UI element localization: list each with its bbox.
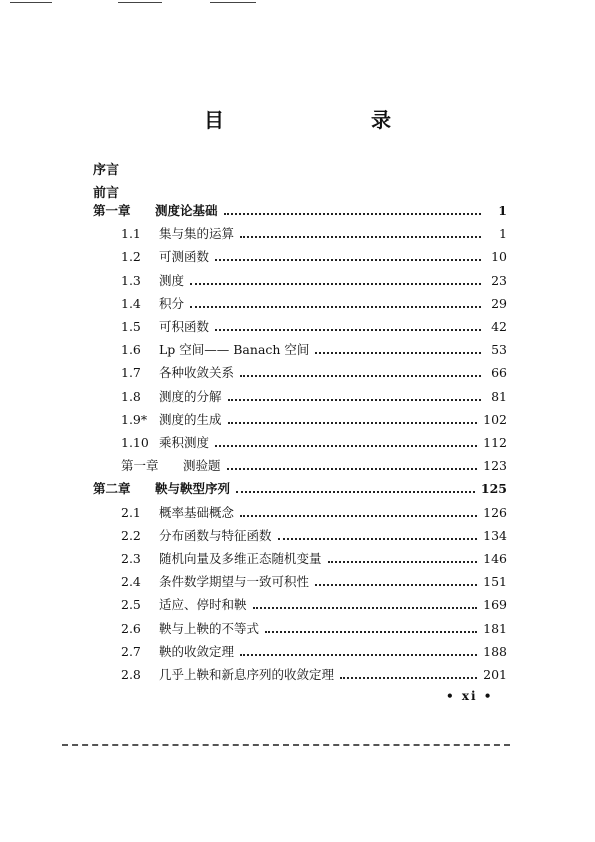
toc-entry	[121, 434, 507, 452]
top-rule-left	[10, 2, 52, 3]
toc-page-number: 181	[483, 620, 507, 636]
toc-page-number: 123	[483, 458, 507, 474]
toc-entry	[121, 666, 507, 684]
toc-number: 1.6	[121, 342, 141, 358]
toc-number: 1.8	[121, 388, 141, 404]
toc-label: 几乎上鞅和新息序列的收敛定理	[159, 667, 335, 682]
toc-number: 1.4	[121, 295, 141, 311]
toc-label: 随机向量及多维正态随机变量	[159, 551, 322, 566]
toc-page-number: 126	[483, 504, 507, 520]
toc-dot-leader	[190, 271, 481, 285]
toc-page-number: 23	[491, 272, 507, 288]
toc-label: 可积函数	[159, 319, 210, 334]
toc-page-number: 1	[498, 203, 507, 218]
toc-number: 1.2	[121, 249, 141, 265]
toc-dot-leader	[240, 503, 477, 517]
toc-number: 2.3	[121, 551, 141, 566]
toc-label: 适应、停时和鞅	[159, 597, 247, 613]
toc-number: 第一章	[121, 458, 159, 474]
toc-number: 2.2	[121, 527, 141, 543]
toc-label: 积分	[159, 295, 185, 311]
toc-label: 各种收敛关系	[159, 365, 235, 381]
toc-entry	[121, 318, 507, 336]
toc-number: 2.4	[121, 574, 141, 590]
toc-label: 鞅的收敛定理	[159, 643, 235, 659]
toc-dot-leader	[224, 201, 481, 215]
toc-entry	[121, 643, 507, 661]
toc-entry	[121, 550, 507, 568]
toc-dot-leader	[328, 549, 478, 563]
toc-label: 集与集的运算	[159, 226, 235, 242]
toc-number: 1.10	[121, 435, 149, 450]
front-matter-preface: 序言	[93, 163, 120, 178]
toc-dot-leader	[227, 456, 478, 470]
toc-entry	[121, 225, 507, 243]
toc-number: 1.9*	[121, 411, 148, 427]
page-folio: • xi •	[446, 689, 494, 703]
toc-page-number: 42	[491, 319, 507, 334]
toc-entry	[121, 411, 507, 429]
toc-number: 1.5	[121, 319, 141, 334]
top-rule-right	[210, 2, 256, 3]
toc-label: 测验题	[183, 458, 221, 474]
toc-dot-leader	[228, 410, 478, 424]
toc-page-number: 125	[480, 481, 507, 497]
toc-dot-leader	[240, 642, 477, 656]
toc-dot-leader	[215, 317, 481, 331]
toc-dot-leader	[240, 224, 481, 238]
toc-page-number: 112	[483, 435, 507, 450]
toc-dot-leader	[253, 595, 478, 609]
toc-entry	[121, 596, 507, 614]
top-rule-middle	[118, 2, 162, 3]
bottom-rule	[62, 744, 510, 746]
toc-number: 第二章	[93, 481, 131, 497]
toc-label: 测度的分解	[159, 388, 222, 404]
toc-dot-leader	[315, 340, 481, 354]
toc-entry	[121, 620, 507, 638]
toc-label: 测度	[159, 272, 185, 288]
toc-entry	[121, 527, 507, 545]
toc-entry	[121, 341, 507, 359]
toc-label: 测度论基础	[155, 203, 218, 218]
toc-page-number: 10	[491, 249, 507, 265]
page-title: 目 录	[204, 108, 461, 132]
toc-page-number: 81	[491, 388, 507, 404]
toc-label: 概率基础概念	[159, 504, 235, 520]
toc-label: 分布函数与特征函数	[159, 527, 272, 543]
toc-number: 2.1	[121, 504, 141, 520]
toc-quiz	[121, 457, 507, 475]
toc-page-number: 29	[491, 295, 507, 311]
toc-page-number: 169	[483, 597, 507, 613]
toc-entry	[121, 272, 507, 290]
toc-label: 可测函数	[159, 249, 210, 265]
toc-page-number: 66	[491, 365, 507, 381]
toc-number: 2.6	[121, 620, 141, 636]
toc-entry	[121, 573, 507, 591]
toc-dot-leader	[240, 363, 481, 377]
toc-page-number: 201	[483, 667, 507, 682]
toc-dot-leader	[236, 479, 475, 493]
toc-dot-leader	[265, 619, 477, 633]
toc-number: 1.7	[121, 365, 141, 381]
toc-label: Lp 空间—— Banach 空间	[159, 342, 310, 358]
toc-label: 条件数学期望与一致可积性	[159, 574, 310, 590]
toc-dot-leader	[215, 433, 477, 447]
toc-number: 2.8	[121, 667, 141, 682]
toc-dot-leader	[215, 247, 481, 261]
toc-label: 测度的生成	[159, 411, 222, 427]
toc-page-number: 53	[491, 342, 507, 358]
toc-page-number: 1	[499, 226, 507, 242]
toc-dot-leader	[190, 294, 481, 308]
toc-number: 第一章	[93, 203, 131, 218]
toc-label: 鞅与鞅型序列	[155, 481, 231, 497]
toc-entry	[121, 504, 507, 522]
toc-page-number: 151	[483, 574, 507, 590]
toc-chapter	[93, 202, 507, 220]
toc-dot-leader	[228, 387, 481, 401]
front-matter-foreword: 前言	[93, 186, 120, 201]
toc-dot-leader	[340, 665, 477, 679]
toc-dot-leader	[278, 526, 478, 540]
toc-entry	[121, 295, 507, 313]
toc-number: 2.7	[121, 643, 141, 659]
toc-page-number: 188	[483, 643, 507, 659]
toc-number: 2.5	[121, 597, 141, 613]
toc-number: 1.3	[121, 272, 141, 288]
toc-entry	[121, 388, 507, 406]
toc-page-number: 102	[483, 411, 507, 427]
toc-number: 1.1	[121, 226, 141, 242]
toc-page-number: 146	[483, 551, 507, 566]
toc-label: 乘积测度	[159, 435, 210, 450]
toc-chapter	[93, 480, 507, 498]
toc-label: 鞅与上鞅的不等式	[159, 620, 260, 636]
toc-entry	[121, 248, 507, 266]
toc-entry	[121, 364, 507, 382]
toc-dot-leader	[315, 572, 477, 586]
toc-page-number: 134	[483, 527, 507, 543]
